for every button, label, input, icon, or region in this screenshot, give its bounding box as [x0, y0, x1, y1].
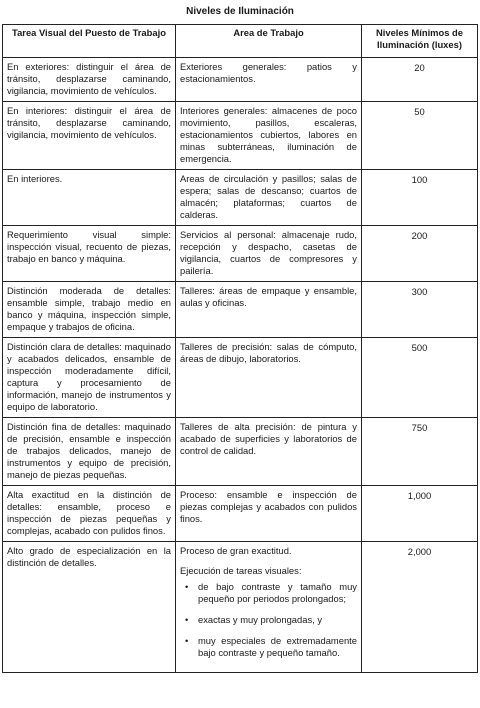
bullet-item: • de bajo contraste y tamaño muy pequeño por periodos prolongados; — [180, 581, 357, 605]
area-cell: Areas de circulación y pasillos; salas de espera; salas de descanso; cuartos de almacén; plataformas; cuartos de calderas. — [176, 170, 362, 226]
table-row — [3, 418, 478, 486]
table-row — [3, 338, 478, 418]
header-area: Area de Trabajo — [176, 25, 362, 58]
area-cell: Interiores generales: almacenes de poco movimiento, pasillos, escaleras, estacionamientos cubiertos, labores en minas subterráneas, iluminación de emergencia. — [176, 102, 362, 170]
table-row — [3, 102, 478, 170]
level-cell: 500 — [362, 338, 478, 418]
illumination-table — [2, 24, 478, 673]
level-cell: 20 — [362, 58, 478, 102]
task-cell: En interiores. — [3, 170, 176, 226]
table-title: Niveles de Iluminación — [186, 6, 294, 17]
area-text: Proceso de gran exactitud. — [180, 545, 292, 556]
area-cell: Exteriores generales: patios y estacionamientos. — [176, 58, 362, 102]
area-cell: Proceso: ensamble e inspección de piezas complejas y acabados con pulidos finos. — [176, 486, 362, 542]
table-row — [3, 170, 478, 226]
level-cell: 2,000 — [362, 542, 478, 673]
task-cell: Distinción moderada de detalles: ensamble simple, trabajo medio en banco y máquina, inspección simple, empaque y trabajos de oficina. — [3, 282, 176, 338]
level-cell: 300 — [362, 282, 478, 338]
level-cell: 50 — [362, 102, 478, 170]
table-row — [3, 226, 478, 282]
table-row — [3, 58, 478, 102]
task-cell: Distinción fina de detalles: maquinado de precisión, ensamble e inspección de trabajos delicados, manejo de instrumentos y equipo de precisión, manejo de piezas pequeñas. — [3, 418, 176, 486]
task-cell: En exteriores: distinguir el área de tránsito, desplazarse caminando, vigilancia, movimiento de vehículos. — [3, 58, 176, 102]
area-bullet-list — [180, 581, 357, 659]
header-row — [3, 25, 478, 58]
area-cell: Talleres: áreas de empaque y ensamble, aulas y oficinas. — [176, 282, 362, 338]
area-cell: Servicios al personal: almacenaje rudo, recepción y despacho, casetas de vigilancia, cuartos de compresores y pailería. — [176, 226, 362, 282]
table-row — [3, 542, 478, 673]
task-cell: En interiores: distinguir el área de tránsito, desplazarse caminando, vigilancia, movimiento de vehículos. — [3, 102, 176, 170]
task-cell: Distinción clara de detalles: maquinado y acabados delicados, ensamble de inspección moderadamente difícil, captura y procesamiento de información, manejo de instrumentos y equipo de laboratorio. — [3, 338, 176, 418]
bullet-item: • muy especiales de extremadamente bajo contraste y pequeño tamaño. — [180, 635, 357, 659]
header-task: Tarea Visual del Puesto de Trabajo — [3, 25, 176, 58]
bullet-item: • exactas y muy prolongadas, y — [180, 614, 357, 626]
table-row — [3, 486, 478, 542]
level-cell: 200 — [362, 226, 478, 282]
header-level: Niveles Mínimos de Iluminación (luxes) — [362, 25, 478, 58]
level-cell: 1,000 — [362, 486, 478, 542]
task-cell: Alta exactitud en la distinción de detalles: ensamble, proceso e inspección de piezas pequeñas y complejas, acabado con pulidos finos. — [3, 486, 176, 542]
level-cell: 750 — [362, 418, 478, 486]
area-cell: Talleres de precisión: salas de cómputo, áreas de dibujo, laboratorios. — [176, 338, 362, 418]
level-cell: 100 — [362, 170, 478, 226]
area-subheading: Ejecución de tareas visuales: — [180, 565, 302, 576]
task-cell: Requerimiento visual simple: inspección visual, recuento de piezas, trabajo en banco y máquina. — [3, 226, 176, 282]
area-cell — [176, 542, 362, 673]
area-cell: Talleres de alta precisión: de pintura y acabado de superficies y laboratorios de control de calidad. — [176, 418, 362, 486]
table-row — [3, 282, 478, 338]
task-cell: Alto grado de especialización en la distinción de detalles. — [3, 542, 176, 673]
